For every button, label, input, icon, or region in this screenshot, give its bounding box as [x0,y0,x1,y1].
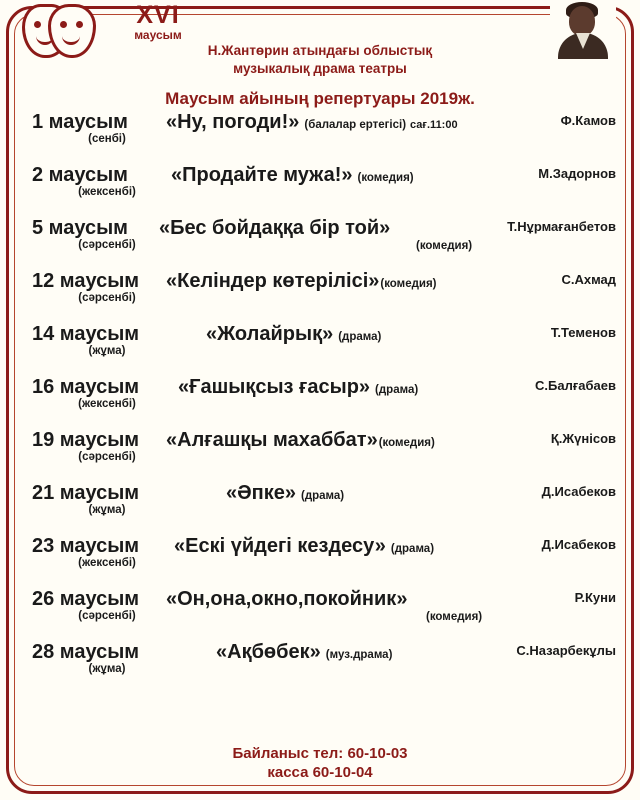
play-title: «Әпке» [226,482,296,504]
performance-date [32,163,182,199]
date-day: 23 маусым [32,535,140,557]
performance-title-wrap [166,269,618,293]
date-day: 1 маусым [32,111,128,133]
list-item [26,108,618,161]
play-title: «Он,она,окно,покойник» [166,588,408,610]
play-genre: (балалар ертегісі) [304,119,407,131]
play-author: Д.Исабеков [541,484,616,499]
date-day: 21 маусым [32,482,140,504]
schedule-list [26,108,618,691]
date-weekday: (сәрсенбі) [78,451,136,463]
contact-phone: Байланыс тел: 60-10-03 [232,745,408,762]
list-item [26,320,618,373]
list-item [26,585,618,638]
play-genre: (комедия) [357,172,414,184]
play-genre: (драма) [338,331,382,343]
poster-header [60,42,580,110]
performance-date [32,428,182,464]
play-genre: (комедия) [378,437,435,449]
play-title: «Келіндер көтерілісі» [166,270,380,292]
date-weekday: (жұма) [88,504,126,516]
play-author: М.Задорнов [538,166,616,181]
performance-date [32,322,182,358]
date-weekday: (сәрсенбі) [78,610,136,622]
play-genre: (муз.драма) [325,649,393,661]
play-author: Т.Теменов [550,325,616,340]
date-weekday: (сәрсенбі) [78,292,136,304]
play-title: «Бес бойдаққа бір той» [159,217,391,239]
theatre-name-line1: Н.Жантөрин атындағы облыстық [207,43,433,58]
play-author: С.Назарбекұлы [516,643,616,658]
play-author: Қ.Жүнісов [550,431,616,446]
play-title: «Алғашқы махаббат» [166,429,378,451]
play-title: «Ескі үйдегі кездесу» [174,535,386,557]
play-author: С.Ахмад [561,272,616,287]
date-weekday: (жексенбі) [78,398,136,410]
season-word: маусым [134,28,182,42]
play-author: Д.Исабеков [541,537,616,552]
play-author: Р.Куни [574,590,616,605]
date-weekday: (жексенбі) [78,186,136,198]
date-day: 26 маусым [32,588,140,610]
season-badge [98,2,218,42]
play-author: С.Балғабаев [535,378,616,393]
mask-eye-right [76,21,83,28]
date-day: 28 маусым [32,641,140,663]
mask-eye-left [60,21,67,28]
play-genre: (комедия) [426,611,483,623]
play-author: Т.Нұрмағанбетов [507,219,616,234]
play-genre: (комедия) [380,278,437,290]
date-day: 19 маусым [32,429,140,451]
date-weekday: (жұма) [88,663,126,675]
performance-date [32,587,182,623]
play-genre: (драма) [375,384,419,396]
play-time: сағ.11:00 [410,119,458,131]
box-office-phone: касса 60-10-04 [267,764,373,781]
performance-date [32,110,182,146]
performance-date [32,269,182,305]
date-weekday: (сәрсенбі) [78,239,136,251]
play-title: «Продайте мужа!» [171,164,353,186]
list-item [26,479,618,532]
date-weekday: (жұма) [88,345,126,357]
list-item [26,426,618,479]
contact-footer [40,744,600,782]
performance-title-wrap [166,587,618,611]
page-title: Маусым айының репертуары 2019ж. [165,89,475,108]
portrait-head [569,6,595,36]
play-title: «Ақбөбек» [216,641,321,663]
play-genre: (драма) [390,543,435,555]
play-genre: (драма) [300,490,345,502]
date-day: 12 маусым [32,270,140,292]
date-day: 16 маусым [32,376,140,398]
play-title: «Ну, погоди!» [166,111,300,133]
list-item [26,161,618,214]
theatre-name-line2: музыкалық драма театры [233,61,407,76]
mask-eye-left [34,21,41,28]
performance-date [32,640,182,676]
list-item [26,267,618,320]
performance-date [32,375,182,411]
performance-title-wrap [166,110,618,134]
date-day: 14 маусым [32,323,140,345]
date-weekday: (сенбі) [88,133,126,145]
play-genre: (комедия) [416,240,473,252]
date-day: 2 маусым [32,164,128,186]
performance-date [32,534,182,570]
play-title: «Жолайрық» [206,323,334,345]
date-weekday: (жексенбі) [78,557,136,569]
performance-date [32,481,182,517]
play-title: «Ғашықсыз ғасыр» [178,376,371,398]
date-day: 5 маусым [32,217,128,239]
season-number: XVI [136,1,180,29]
play-author: Ф.Камов [560,113,616,128]
list-item [26,373,618,426]
list-item [26,532,618,585]
list-item [26,214,618,267]
list-item [26,638,618,691]
